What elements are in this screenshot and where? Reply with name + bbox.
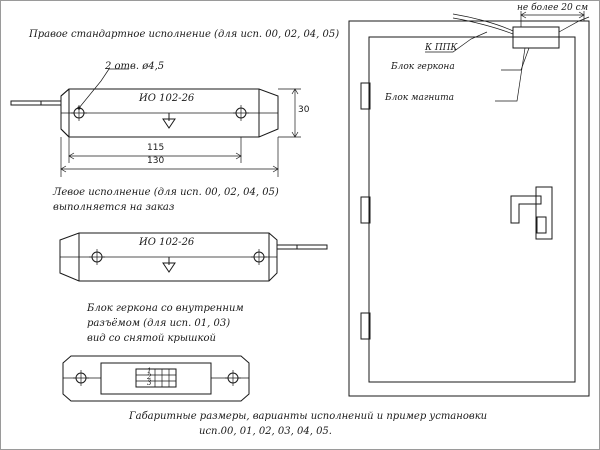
left-view-title-line1: Левое исполнение (для исп. 00, 02, 04, 05) — [53, 187, 279, 198]
connector-view-title-line2: разъёмом (для исп. 01, 03) — [87, 318, 231, 329]
gap-note-label: не более 20 см — [517, 3, 589, 13]
connector-view-title-line3: вид со снятой крышкой — [87, 333, 216, 344]
door-installation-group — [349, 11, 589, 396]
left-view-device-mark: ИО 102-26 — [139, 237, 195, 248]
figure-caption-line2: исп.00, 01, 02, 03, 04, 05. — [199, 426, 332, 437]
right-view-title: Правое стандартное исполнение (для исп. 00, 02, 04, 05) — [29, 29, 340, 40]
callout-label-magnet-block: Блок магнита — [385, 93, 454, 103]
callout-label-ppk: К ППК — [425, 43, 458, 53]
drawing-vector-layer — [1, 1, 600, 450]
dimension-width-115: 115 — [147, 143, 165, 153]
left-view-title-line2: выполняется на заказ — [53, 202, 175, 213]
dimension-width-130: 130 — [147, 156, 165, 166]
connector-view-group — [63, 356, 249, 401]
callout-label-reed-block: Блок геркона — [391, 62, 455, 72]
connector-view-title-line1: Блок геркона со внутренним — [87, 303, 244, 314]
figure-caption-line1: Габаритные размеры, варианты исполнений и пример установки — [129, 411, 488, 422]
right-view-device-mark: ИО 102-26 — [139, 93, 195, 104]
terminal-number-1: 1 — [147, 367, 152, 375]
holes-callout-label: 2 отв. ø4,5 — [105, 61, 165, 72]
terminal-number-2: 2 — [147, 373, 152, 381]
terminal-number-3: 3 — [147, 379, 152, 387]
dimension-height-30: 30 — [298, 105, 310, 115]
